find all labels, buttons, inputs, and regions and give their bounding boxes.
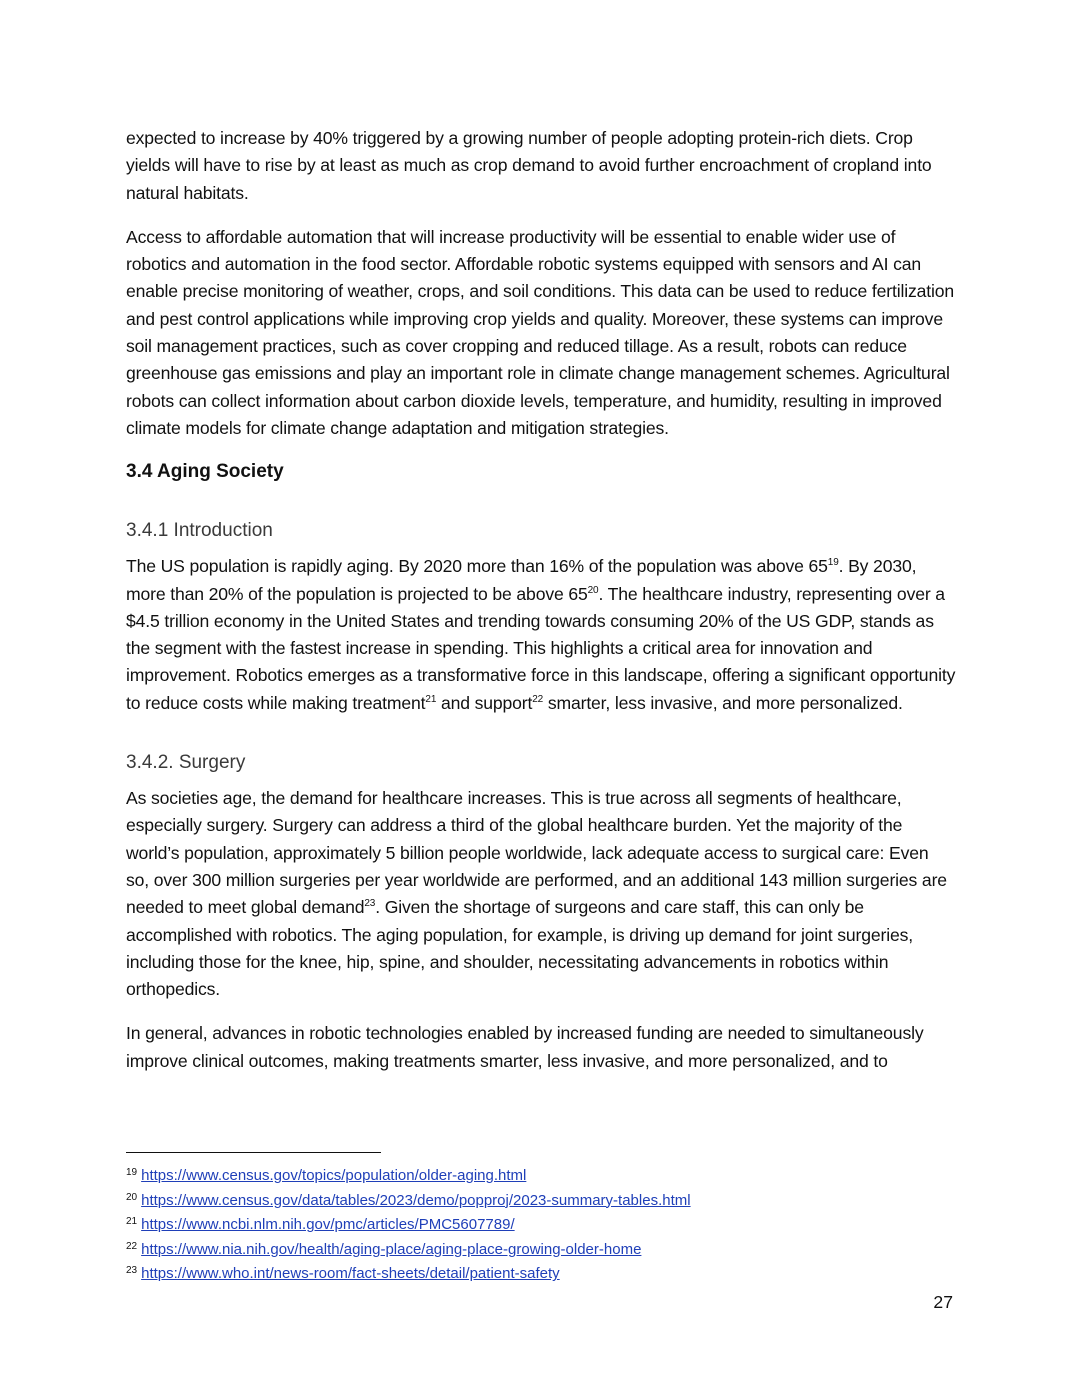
footnote-link[interactable]: https://www.nia.nih.gov/health/aging-place/aging-place-growing-older-home	[141, 1240, 642, 1258]
surgery-text-2: . Given the shortage of surgeons and care staff, this can only be accomplished with robotics. The aging population, for example, is driving up demand for joint surgeries, including those for the knee, hip, spine, and shoulder, necessitating advancements in robotics within orthopedics.	[126, 897, 913, 1000]
intro-text-5: smarter, less invasive, and more personalized.	[543, 692, 903, 713]
footnote-ref-22[interactable]: 22	[532, 693, 544, 705]
footnote-link[interactable]: https://www.who.int/news-room/fact-sheets/detail/patient-safety	[141, 1265, 560, 1283]
footnote-link[interactable]: https://www.ncbi.nlm.nih.gov/pmc/articles/PMC5607789/	[141, 1216, 515, 1234]
footnotes-list	[126, 1162, 956, 1285]
section-heading-aging-society: 3.4 Aging Society	[126, 461, 284, 483]
page-content	[126, 125, 956, 1092]
footnote-number: 21	[126, 1216, 138, 1228]
footnote-link[interactable]: https://www.census.gov/data/tables/2023/demo/popproj/2023-summary-tables.html	[141, 1191, 691, 1209]
footnote-ref-19[interactable]: 19	[827, 557, 839, 569]
intro-text-1: The US population is rapidly aging. By 2020 more than 16% of the population was above 65	[126, 556, 828, 577]
subsection-heading-surgery: 3.4.2. Surgery	[126, 752, 246, 774]
footnote-item	[126, 1187, 956, 1212]
footnote-ref-21[interactable]: 21	[425, 693, 437, 705]
intro-text-4: and support	[436, 692, 533, 713]
intro-text-3: . The healthcare industry, representing over a $4.5 trillion economy in the United States and trending towards consuming 20% of the US GDP, stands as the segment with the fastest increase in spending. This highlights a critical area for innovation and improvement. Robotics emerges as a transformative force in this landscape, offering a significant opportunity to reduce costs while making treatment	[126, 583, 956, 713]
subsection-heading-introduction: 3.4.1 Introduction	[126, 520, 273, 542]
paragraph-crop-demand: expected to increase by 40% triggered by a growing number of people adopting protein-rich diets. Crop yields will have to rise by at least as much as crop demand to avoid further encroachment of cropland into natural habitats.	[126, 128, 932, 203]
footnote-number: 20	[126, 1191, 138, 1203]
intro-text-2: . By 2030, more than 20% of the population is projected to be above 65	[126, 556, 917, 604]
footnote-item	[126, 1260, 956, 1285]
footnote-ref-23[interactable]: 23	[364, 898, 376, 910]
footnote-number: 19	[126, 1167, 138, 1178]
paragraph-robotic-advances: In general, advances in robotic technologies enabled by increased funding are needed to simultaneously improve clinical outcomes, making treatments smarter, less invasive, and more personalized, and to	[126, 1023, 924, 1071]
footnote-number: 23	[126, 1265, 138, 1277]
surgery-text-1: As societies age, the demand for healthcare increases. This is true across all segments of healthcare, especially surgery. Surgery can address a third of the global healthcare burden. Yet the majority of the world’s population, approximately 5 billion people worldwide, lack adequate access to surgical care: Even so, over 300 million surgeries per year worldwide are performed, and an additional 143 million surgeries are needed to meet global demand	[126, 788, 947, 918]
paragraph-affordable-automation: Access to affordable automation that will increase productivity will be essential to enable wider use of robotics and automation in the food sector. Affordable robotic systems equipped with sensors and AI can enable precise monitoring of weather, crops, and soil conditions. This data can be used to reduce fertilization and pest control applications while improving crop yields and quality. Moreover, these systems can improve soil management practices, such as cover cropping and reduced tillage. As a result, robots can reduce greenhouse gas emissions and play an important role in climate change management schemes. Agricultural robots can collect information about carbon dioxide levels, temperature, and humidity, resulting in improved climate models for climate change adaptation and mitigation strategies.	[126, 226, 955, 438]
page-number: 27	[933, 1292, 953, 1312]
paragraph-introduction	[126, 553, 956, 717]
footnote-divider	[126, 1152, 381, 1153]
footnote-ref-20[interactable]: 20	[587, 584, 599, 596]
footnote-link[interactable]: https://www.census.gov/topics/population/older-aging.html	[141, 1167, 527, 1184]
footnote-item	[126, 1162, 956, 1187]
paragraph-surgery	[126, 785, 956, 1003]
footnote-item	[126, 1236, 956, 1261]
footnote-number: 22	[126, 1240, 138, 1252]
footnote-item	[126, 1211, 956, 1236]
